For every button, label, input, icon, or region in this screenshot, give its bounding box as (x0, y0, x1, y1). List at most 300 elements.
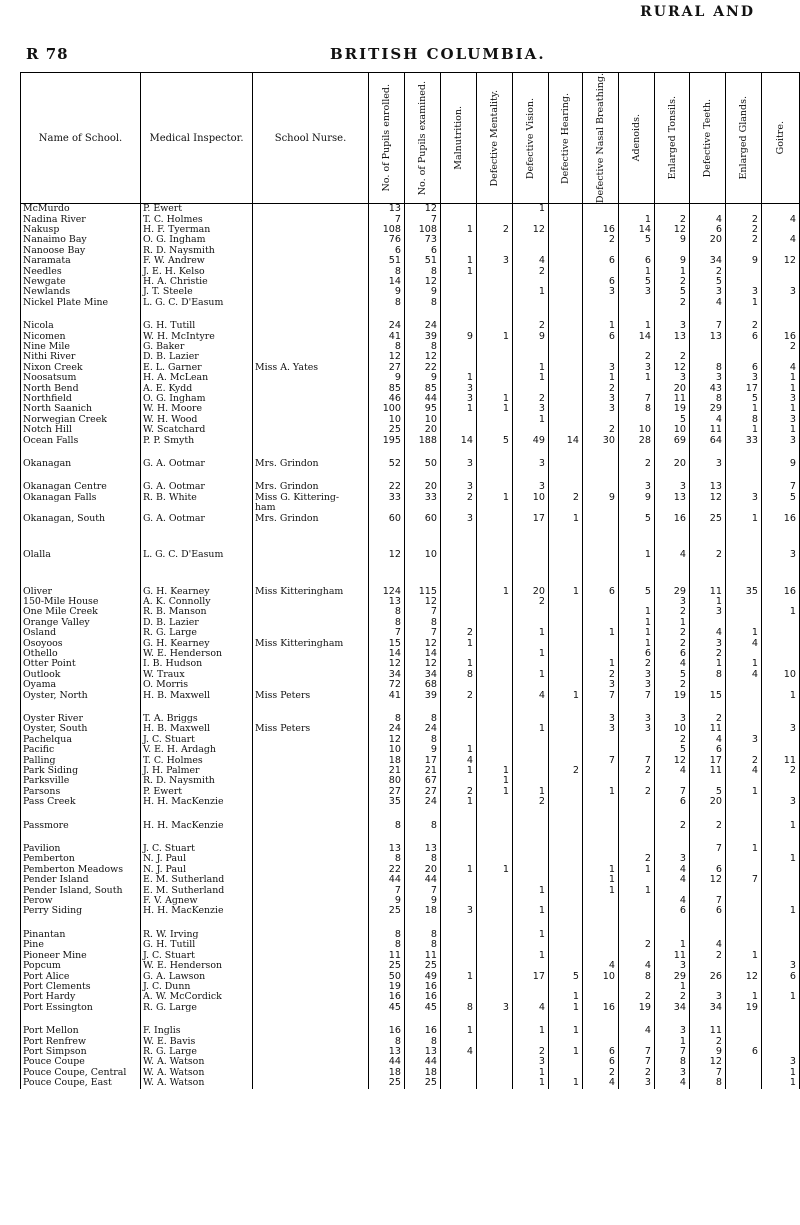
inspector-cell: I. B. Hudson (141, 659, 253, 669)
count-cell (762, 225, 800, 235)
count-cell (513, 607, 549, 617)
count-cell: 1 (477, 493, 513, 503)
count-cell (477, 639, 513, 649)
count-cell (762, 524, 800, 537)
count-cell: 2 (619, 766, 655, 776)
count-cell: 12 (762, 256, 800, 266)
count-cell: 10 (619, 425, 655, 435)
school-name-cell (21, 574, 141, 587)
count-cell: 6 (690, 906, 726, 916)
count-cell (726, 607, 762, 617)
count-cell: 60 (369, 514, 405, 524)
count-cell: 115 (405, 587, 441, 597)
count-cell: 22 (369, 865, 405, 875)
school-name-cell: Popcum (21, 961, 141, 971)
school-name-cell: Orange Valley (21, 618, 141, 628)
count-cell: 7 (655, 1047, 690, 1057)
table-row (21, 961, 800, 971)
table-row (21, 587, 800, 597)
table-row (21, 1068, 800, 1078)
table-row (21, 503, 800, 513)
count-cell: 1 (726, 425, 762, 435)
inspector-cell: W. E. Henderson (141, 961, 253, 971)
count-cell: 43 (690, 384, 726, 394)
table-row (21, 659, 800, 669)
count-cell (726, 469, 762, 482)
count-cell: 1 (441, 797, 477, 807)
count-cell: 10 (405, 550, 441, 560)
count-cell: 5 (655, 287, 690, 297)
count-cell: 6 (583, 587, 619, 597)
school-name-cell: Port Hardy (21, 992, 141, 1002)
count-cell: 25 (369, 1078, 405, 1088)
school-name-cell: Osland (21, 628, 141, 638)
count-cell (477, 808, 513, 821)
count-cell: 3 (583, 714, 619, 724)
count-cell: 9 (369, 896, 405, 906)
count-cell: 51 (405, 256, 441, 266)
nurse-cell (253, 886, 369, 896)
count-cell (549, 246, 583, 256)
count-cell (583, 246, 619, 256)
count-cell (762, 618, 800, 628)
count-cell: 3 (726, 373, 762, 383)
school-name-cell: Oyster, North (21, 691, 141, 701)
count-cell: 3 (655, 482, 690, 492)
nurse-cell (253, 267, 369, 277)
count-cell (583, 550, 619, 560)
count-cell (583, 298, 619, 308)
inspector-cell: W. Traux (141, 670, 253, 680)
count-cell (762, 597, 800, 607)
school-name-cell: Passmore (21, 821, 141, 831)
count-cell: 9 (619, 493, 655, 503)
column-header (619, 73, 655, 204)
count-cell: 3 (655, 961, 690, 971)
count-cell (441, 587, 477, 597)
count-cell (726, 1013, 762, 1026)
count-cell (477, 561, 513, 574)
count-cell (477, 215, 513, 225)
count-cell: 1 (726, 951, 762, 961)
column-header-label: Defective Hearing. (560, 92, 571, 184)
count-cell: 16 (655, 514, 690, 524)
table-row (21, 308, 800, 321)
school-name-cell: North Saanich (21, 404, 141, 414)
count-cell (369, 574, 405, 587)
count-cell: 69 (655, 436, 690, 446)
nurse-cell (253, 745, 369, 755)
nurse-cell (253, 1057, 369, 1067)
count-cell (655, 342, 690, 352)
nurse-cell (253, 235, 369, 245)
count-cell (762, 204, 800, 215)
count-cell (690, 886, 726, 896)
count-cell: 2 (655, 628, 690, 638)
count-cell (441, 363, 477, 373)
inspector-cell: G. H. Kearney (141, 639, 253, 649)
table-body (21, 204, 800, 1089)
count-cell: 8 (619, 972, 655, 982)
count-cell: 2 (441, 493, 477, 503)
count-cell (477, 930, 513, 940)
count-cell: 12 (369, 352, 405, 362)
table-row (21, 628, 800, 638)
count-cell (726, 574, 762, 587)
count-cell (690, 701, 726, 714)
count-cell (549, 831, 583, 844)
count-cell: 1 (762, 384, 800, 394)
count-cell: 1 (477, 394, 513, 404)
count-cell (441, 776, 477, 786)
count-cell (583, 639, 619, 649)
count-cell (583, 821, 619, 831)
count-cell: 1 (583, 628, 619, 638)
count-cell (583, 951, 619, 961)
count-cell: 39 (405, 691, 441, 701)
count-cell (477, 831, 513, 844)
count-cell: 6 (405, 246, 441, 256)
count-cell: 4 (583, 961, 619, 971)
count-cell: 2 (726, 756, 762, 766)
inspector-cell: F. V. Agnew (141, 896, 253, 906)
count-cell (655, 561, 690, 574)
inspector-cell: H. H. MacKenzie (141, 797, 253, 807)
count-cell: 7 (619, 691, 655, 701)
count-cell: 10 (369, 415, 405, 425)
count-cell: 14 (441, 436, 477, 446)
count-cell: 1 (762, 992, 800, 1002)
count-cell (477, 821, 513, 831)
count-cell: 1 (441, 373, 477, 383)
nurse-cell (253, 537, 369, 550)
count-cell (549, 982, 583, 992)
count-cell (619, 875, 655, 885)
count-cell: 20 (655, 459, 690, 469)
count-cell: 1 (619, 886, 655, 896)
count-cell: 2 (583, 425, 619, 435)
nurse-cell (253, 649, 369, 659)
count-cell (619, 982, 655, 992)
table-row (21, 298, 800, 308)
count-cell (477, 321, 513, 331)
table-row (21, 342, 800, 352)
count-cell: 8 (369, 607, 405, 617)
count-cell: 95 (405, 404, 441, 414)
nurse-cell (253, 1078, 369, 1088)
inspector-cell: R. G. Large (141, 628, 253, 638)
school-name-cell (21, 469, 141, 482)
count-cell: 17 (405, 756, 441, 766)
column-header (690, 73, 726, 204)
count-cell: 1 (619, 865, 655, 875)
count-cell (441, 287, 477, 297)
count-cell (726, 714, 762, 724)
inspector-cell: W. Scatchard (141, 425, 253, 435)
running-header: RURAL AND (640, 4, 755, 20)
count-cell: 1 (513, 670, 549, 680)
nurse-cell (253, 446, 369, 459)
count-cell (477, 1037, 513, 1047)
count-cell (369, 524, 405, 537)
count-cell: 1 (726, 298, 762, 308)
count-cell (762, 446, 800, 459)
count-cell: 9 (369, 287, 405, 297)
count-cell (441, 537, 477, 550)
count-cell (655, 831, 690, 844)
count-cell: 1 (513, 287, 549, 297)
count-cell: 16 (369, 1026, 405, 1036)
count-cell: 11 (690, 425, 726, 435)
count-cell: 9 (369, 373, 405, 383)
count-cell (549, 724, 583, 734)
count-cell: 6 (762, 972, 800, 982)
nurse-cell (253, 628, 369, 638)
inspector-cell: G. A. Ootmar (141, 482, 253, 492)
inspector-cell: T. A. Briggs (141, 714, 253, 724)
count-cell: 3 (762, 724, 800, 734)
count-cell: 2 (441, 691, 477, 701)
count-cell (477, 537, 513, 550)
count-cell: 50 (405, 459, 441, 469)
inspector-cell: O. G. Ingham (141, 235, 253, 245)
count-cell: 27 (369, 787, 405, 797)
count-cell (726, 1026, 762, 1036)
school-name-cell: Okanagan, South (21, 514, 141, 524)
count-cell (619, 735, 655, 745)
count-cell: 2 (619, 992, 655, 1002)
table-row (21, 235, 800, 245)
column-header (726, 73, 762, 204)
count-cell (583, 831, 619, 844)
count-cell (477, 618, 513, 628)
count-cell (655, 246, 690, 256)
count-cell (690, 831, 726, 844)
count-cell: 50 (369, 972, 405, 982)
count-cell (762, 865, 800, 875)
count-cell (619, 917, 655, 930)
count-cell: 3 (619, 287, 655, 297)
count-cell (405, 1013, 441, 1026)
count-cell: 24 (405, 321, 441, 331)
count-cell (583, 524, 619, 537)
count-cell: 3 (583, 724, 619, 734)
count-cell: 3 (619, 714, 655, 724)
count-cell (762, 886, 800, 896)
count-cell: 2 (655, 680, 690, 690)
count-cell: 13 (369, 844, 405, 854)
count-cell (726, 691, 762, 701)
count-cell: 26 (690, 972, 726, 982)
count-cell (583, 537, 619, 550)
table-row (21, 204, 800, 215)
count-cell (583, 1026, 619, 1036)
column-header-label: Defective Nasal Breathing. (595, 73, 606, 204)
table-row (21, 561, 800, 574)
count-cell: 1 (762, 1068, 800, 1078)
count-cell (513, 1037, 549, 1047)
table-row (21, 670, 800, 680)
nurse-cell: Mrs. Grindon (253, 482, 369, 492)
table-row (21, 277, 800, 287)
count-cell (549, 940, 583, 950)
count-cell: 3 (690, 639, 726, 649)
count-cell: 1 (583, 787, 619, 797)
count-cell: 11 (690, 1026, 726, 1036)
count-cell (513, 277, 549, 287)
count-cell: 1 (619, 215, 655, 225)
count-cell (583, 992, 619, 1002)
count-cell: 6 (690, 865, 726, 875)
nurse-cell (253, 982, 369, 992)
count-cell (549, 215, 583, 225)
count-cell (477, 384, 513, 394)
count-cell: 2 (513, 797, 549, 807)
count-cell (549, 639, 583, 649)
table-row (21, 844, 800, 854)
school-inspection-table (20, 72, 795, 1089)
count-cell: 25 (690, 514, 726, 524)
column-header (762, 73, 800, 204)
count-cell: 8 (405, 940, 441, 950)
count-cell (619, 1037, 655, 1047)
nurse-cell (253, 607, 369, 617)
count-cell: 22 (405, 363, 441, 373)
count-cell (549, 550, 583, 560)
count-cell (762, 1037, 800, 1047)
count-cell: 4 (655, 550, 690, 560)
count-cell (726, 1037, 762, 1047)
count-cell: 2 (690, 714, 726, 724)
school-name-cell: Port Simpson (21, 1047, 141, 1057)
count-cell (441, 821, 477, 831)
count-cell: 24 (369, 321, 405, 331)
count-cell (549, 204, 583, 215)
school-name-cell (21, 524, 141, 537)
count-cell (549, 256, 583, 266)
count-cell (513, 808, 549, 821)
count-cell (477, 514, 513, 524)
count-cell: 1 (583, 875, 619, 885)
count-cell (690, 854, 726, 864)
count-cell (477, 659, 513, 669)
nurse-cell (253, 659, 369, 669)
count-cell: 3 (655, 1026, 690, 1036)
nurse-cell (253, 404, 369, 414)
count-cell (726, 550, 762, 560)
count-cell (477, 524, 513, 537)
count-cell: 20 (690, 235, 726, 245)
count-cell (583, 352, 619, 362)
school-name-cell: Port Clements (21, 982, 141, 992)
count-cell: 1 (690, 659, 726, 669)
count-cell (690, 537, 726, 550)
count-cell: 4 (441, 756, 477, 766)
count-cell: 9 (690, 1047, 726, 1057)
count-cell: 85 (369, 384, 405, 394)
school-name-cell: Nine Mile (21, 342, 141, 352)
inspector-cell: F. Inglis (141, 1026, 253, 1036)
nurse-cell (253, 821, 369, 831)
count-cell: 7 (762, 482, 800, 492)
count-cell: 8 (369, 940, 405, 950)
count-cell: 1 (619, 607, 655, 617)
count-cell: 11 (690, 766, 726, 776)
count-cell: 7 (619, 1057, 655, 1067)
count-cell (726, 649, 762, 659)
table-row (21, 787, 800, 797)
count-cell: 2 (513, 597, 549, 607)
count-cell: 2 (619, 787, 655, 797)
count-cell (441, 246, 477, 256)
count-cell (619, 821, 655, 831)
count-cell: 25 (405, 1078, 441, 1088)
count-cell (549, 906, 583, 916)
count-cell (549, 886, 583, 896)
school-name-cell: Perow (21, 896, 141, 906)
count-cell: 13 (405, 844, 441, 854)
count-cell (549, 225, 583, 235)
count-cell (513, 235, 549, 245)
count-cell (513, 524, 549, 537)
count-cell (441, 844, 477, 854)
count-cell (441, 503, 477, 513)
count-cell (726, 308, 762, 321)
count-cell (619, 469, 655, 482)
nurse-cell (253, 940, 369, 950)
count-cell (690, 308, 726, 321)
nurse-cell: ham (253, 503, 369, 513)
count-cell: 3 (726, 493, 762, 503)
count-cell: 3 (583, 287, 619, 297)
school-name-cell: Pemberton Meadows (21, 865, 141, 875)
count-cell (762, 639, 800, 649)
count-cell (549, 628, 583, 638)
nurse-cell (253, 469, 369, 482)
count-cell: 14 (369, 277, 405, 287)
count-cell (513, 659, 549, 669)
nurse-cell: Miss A. Yates (253, 363, 369, 373)
count-cell: 25 (369, 425, 405, 435)
count-cell (405, 537, 441, 550)
inspector-cell: A. E. Kydd (141, 384, 253, 394)
count-cell (369, 1013, 405, 1026)
count-cell: 12 (726, 972, 762, 982)
inspector-cell: H. H. MacKenzie (141, 906, 253, 916)
nurse-cell (253, 574, 369, 587)
count-cell (583, 503, 619, 513)
nurse-cell (253, 287, 369, 297)
count-cell (477, 267, 513, 277)
count-cell: 2 (583, 670, 619, 680)
count-cell (619, 797, 655, 807)
count-cell: 14 (369, 649, 405, 659)
count-cell (619, 597, 655, 607)
count-cell: 25 (369, 961, 405, 971)
count-cell (441, 735, 477, 745)
count-cell (619, 896, 655, 906)
count-cell: 1 (441, 972, 477, 982)
count-cell (762, 831, 800, 844)
count-cell (405, 524, 441, 537)
count-cell (726, 701, 762, 714)
count-cell: 4 (655, 875, 690, 885)
count-cell: 17 (726, 384, 762, 394)
count-cell: 34 (369, 670, 405, 680)
count-cell: 1 (762, 691, 800, 701)
count-cell: 1 (441, 639, 477, 649)
count-cell: 3 (655, 714, 690, 724)
